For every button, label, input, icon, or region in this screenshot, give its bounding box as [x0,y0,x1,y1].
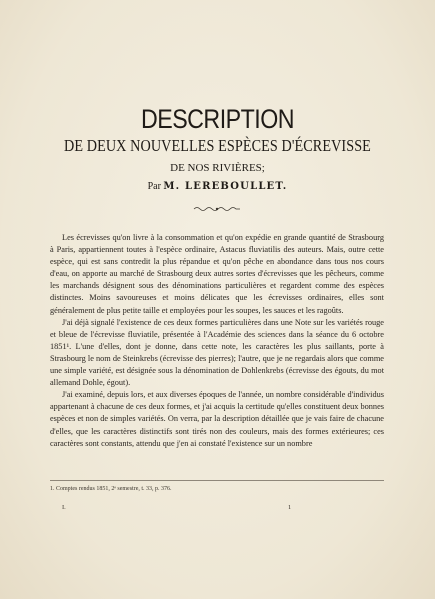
author-name: M. LEREBOULLET. [163,181,288,192]
author-line [0,181,435,192]
page-subtitle-secondary: DE NOS RIVIÈRES; [170,162,265,174]
paragraph: J'ai déjà signalé l'existence de ces deux formes particulières dans une Note sur les variétés rouge et bleue de l'écrevisse fluviatile, présentée à l'Académie des sciences dans la séance du 6 octobre 1851¹. L'une d'elles, dont je donne, dans cette note, les caractères les plus saillants, porte à Strasbourg le nom de Steinkrebs (écrevisse des pierres); l'autre, que je ne regardais alors que comme une simple variété, est désignée sous la dénomination de Dohlenkrebs (écrevisse des égouts, du mot allemand Dohle, égout). [50,317,384,388]
paragraph: Les écrevisses qu'on livre à la consommation et qu'on expédie en grande quantité de Strasbourg à Paris, appartiennent toutes à l'espèce ordinaire, Astacus fluviatilis des auteurs. Mais, outre cette espèce, qui est sans contredit la plus répandue et qu'on pêche en abondance dans tous nos cours d'eau, on apporte au marché de Strasbourg deux autres sortes d'écrevisses que les pêcheurs, comme les marchands désignent sous des dénominations particulières et regardent comme des espèces distinctes. Moins savoureuses et moins délicates que les écrevisses ordinaires, elles sont généralement de plus petite taille et employées pour les soupes, les sauces et les ragoûts. [50,233,384,315]
ornament-divider-icon [192,206,242,212]
footnote-divider [50,480,384,481]
paragraph: J'ai examiné, depuis lors, et aux diverses époques de l'année, un nombre considérable d'individus appartenant à chacune de ces deux formes, et j'ai acquis la certitude qu'elles constituent deux bonnes espèces et non de simples variétés. On verra, par la description détaillée que je vais faire de chacune d'elles, que les caractères distinctifs sont tirés non des couleurs, mais des formes extérieures; ces caractères sont constants, attendu que j'en ai constaté l'existence sur un nombre [50,390,384,448]
page-subtitle: DE DEUX NOUVELLES ESPÈCES D'ÉCREVISSE [64,136,371,155]
footnote: 1. Comptes rendus 1851, 2ᵉ semestre, t. 33, p. 376. [50,486,172,492]
body-text [50,232,384,450]
author-prefix: Par [147,181,161,192]
page-title: DESCRIPTION [140,104,294,134]
page-number: 1 [288,504,292,511]
signature-mark: I. [62,504,66,511]
